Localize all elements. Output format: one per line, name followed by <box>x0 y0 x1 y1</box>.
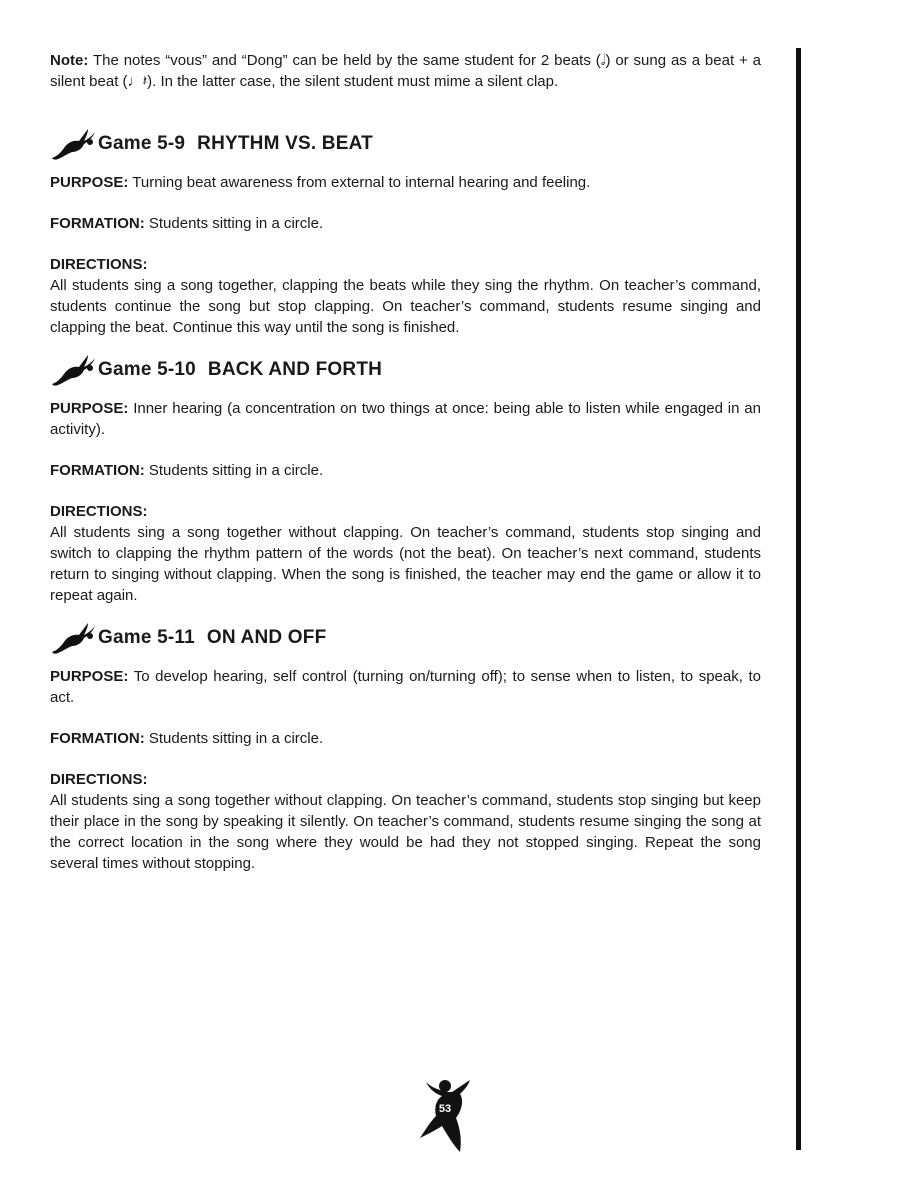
directions-text: All students sing a song together without clapping. On teacher’s command, students stop singing and switch to clapping the rhythm pattern of the words (not the beat). On teacher’s next command, students return to singing without clapping. When the song is finished, the teacher may end the game or allow it to repeat again. <box>50 524 761 604</box>
directions-text: All students sing a song together without clapping. On teacher’s command, students stop singing but keep their place in the song by speaking it silently. On teacher’s command, students resume singing the song at the correct location in the song where they would be had they not stopped singing. Repeat the song several times without stopping. <box>50 792 761 872</box>
formation-text: Students sitting in a circle. <box>148 730 324 747</box>
directions-block <box>50 501 761 606</box>
purpose-text: To develop hearing, self control (turning on/turning off); to sense when to listen, to speak, to act. <box>50 668 761 706</box>
formation-paragraph <box>50 460 761 481</box>
dancer-icon <box>50 127 96 161</box>
page-number-badge <box>414 1076 474 1156</box>
directions-label: DIRECTIONS: <box>50 256 148 273</box>
purpose-text: Turning beat awareness from external to internal hearing and feeling. <box>132 174 591 191</box>
game-section <box>50 620 761 874</box>
game-name: ON AND OFF <box>206 627 327 648</box>
note-text: The notes “vous” and “Dong” can be held by the same student for 2 beats (𝅗𝅥) or sung as a beat + a silent beat (♩𝄽). In the latter case, the silent student must mime a silent clap. <box>50 52 761 90</box>
directions-text: All students sing a song together, clapping the beats while they sing the rhythm. On teacher’s command, students continue the song but stop clapping. On teacher’s command, students resume singing and clapping the beat. Continue this way until the song is finished. <box>50 277 761 336</box>
formation-label: FORMATION: <box>50 462 145 479</box>
figure-head <box>439 1080 451 1092</box>
dancer-icon <box>50 621 96 655</box>
game-heading <box>50 352 761 388</box>
formation-paragraph <box>50 213 761 234</box>
game-number: Game 5-9 <box>98 133 186 154</box>
purpose-label: PURPOSE: <box>50 668 129 685</box>
purpose-label: PURPOSE: <box>50 400 129 417</box>
dancer-icon <box>50 353 96 387</box>
formation-label: FORMATION: <box>50 730 145 747</box>
directions-block <box>50 254 761 338</box>
purpose-paragraph <box>50 666 761 708</box>
purpose-text: Inner hearing (a concentration on two things at once: being able to listen while engaged in an activity). <box>50 400 761 438</box>
game-name: BACK AND FORTH <box>207 359 383 380</box>
purpose-label: PURPOSE: <box>50 174 129 191</box>
page-number: 53 <box>438 1103 452 1115</box>
game-heading <box>50 126 761 162</box>
purpose-paragraph <box>50 398 761 440</box>
game-number: Game 5-10 <box>98 359 196 380</box>
margin-rule <box>796 48 801 1150</box>
game-section <box>50 126 761 338</box>
formation-label: FORMATION: <box>50 215 145 232</box>
directions-label: DIRECTIONS: <box>50 771 148 788</box>
note-paragraph <box>50 50 761 92</box>
formation-text: Students sitting in a circle. <box>148 215 324 232</box>
directions-block <box>50 769 761 874</box>
game-number: Game 5-11 <box>98 627 195 648</box>
purpose-paragraph <box>50 172 761 193</box>
formation-paragraph <box>50 728 761 749</box>
game-section <box>50 352 761 606</box>
formation-text: Students sitting in a circle. <box>148 462 324 479</box>
note-label: Note: <box>50 52 89 69</box>
directions-label: DIRECTIONS: <box>50 503 148 520</box>
page-content <box>50 50 761 888</box>
game-heading <box>50 620 761 656</box>
game-name: RHYTHM VS. BEAT <box>197 133 373 154</box>
